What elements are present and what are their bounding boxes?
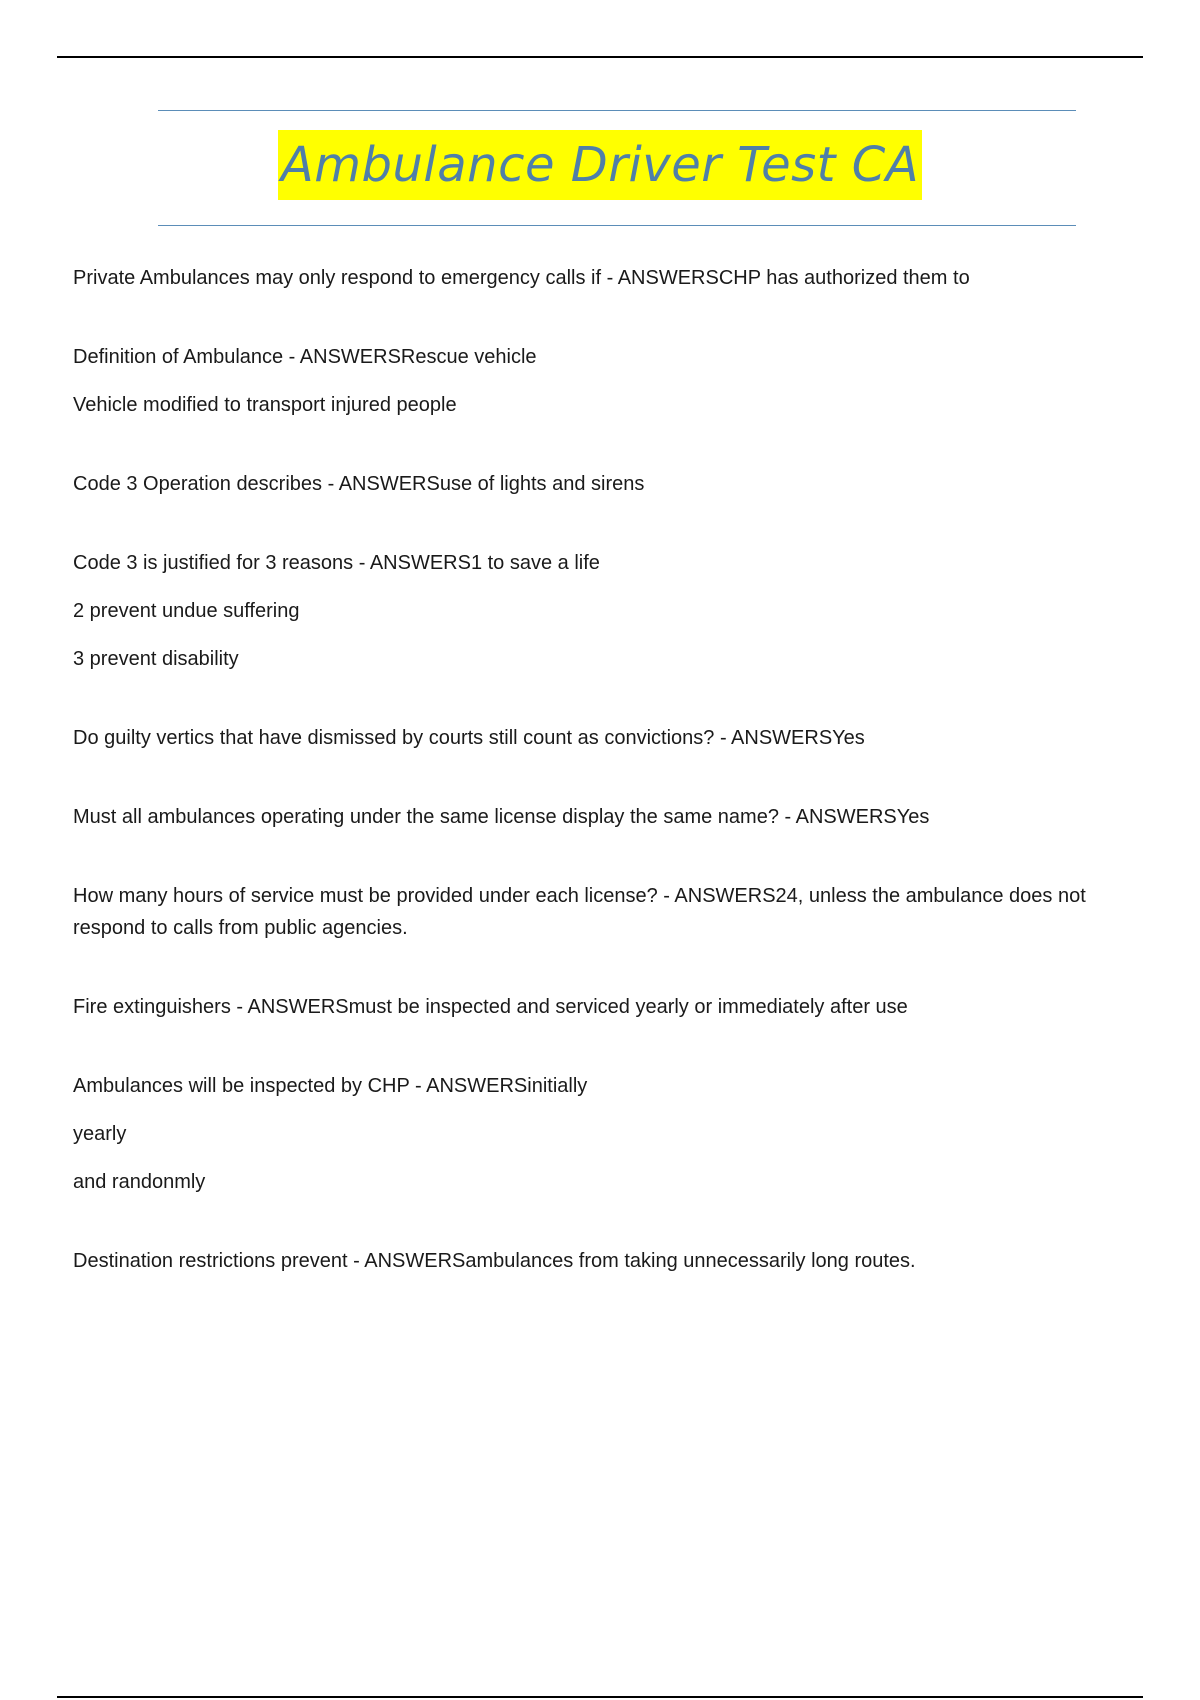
qa-line: Do guilty vertics that have dismissed by courts still count as convictions? - ANSWERSYes xyxy=(73,727,865,749)
page-top-rule xyxy=(57,56,1143,58)
qa-line: Code 3 Operation describes - ANSWERSuse of lights and sirens xyxy=(73,473,645,495)
qa-item xyxy=(73,1245,1143,1277)
title-lower-rule xyxy=(158,225,1076,226)
qa-item xyxy=(73,722,1143,754)
qa-item xyxy=(73,801,1143,833)
qa-line: Private Ambulances may only respond to emergency calls if - ANSWERSCHP has authorized them to xyxy=(73,267,970,289)
qa-line: How many hours of service must be provided under each license? - ANSWERS24, unless the ambulance does not respond to calls from public agencies. xyxy=(73,885,1086,939)
title-upper-rule xyxy=(158,110,1076,111)
document-title: Ambulance Driver Test CA xyxy=(278,130,922,200)
qa-item xyxy=(73,880,1143,944)
qa-line: Code 3 is justified for 3 reasons - ANSWERS1 to save a life xyxy=(73,552,600,574)
qa-line: 2 prevent undue suffering xyxy=(73,600,300,622)
qa-line: yearly xyxy=(73,1123,127,1145)
qa-item xyxy=(73,1070,1143,1198)
qa-line: Vehicle modified to transport injured people xyxy=(73,394,457,416)
qa-item xyxy=(73,341,1143,421)
qa-item xyxy=(73,468,1143,500)
page-bottom-rule xyxy=(57,1696,1143,1698)
qa-line: and randonmly xyxy=(73,1171,206,1193)
qa-item xyxy=(73,547,1143,675)
qa-item xyxy=(73,991,1143,1023)
qa-line: Ambulances will be inspected by CHP - ANSWERSinitially xyxy=(73,1075,588,1097)
qa-line: Destination restrictions prevent - ANSWERSambulances from taking unnecessarily long routes. xyxy=(73,1250,916,1272)
qa-line: 3 prevent disability xyxy=(73,648,239,670)
qa-line: Definition of Ambulance - ANSWERSRescue vehicle xyxy=(73,346,537,368)
title-block xyxy=(0,130,1200,200)
qa-item xyxy=(73,262,1143,294)
qa-line: Fire extinguishers - ANSWERSmust be inspected and serviced yearly or immediately after use xyxy=(73,996,908,1018)
qa-line: Must all ambulances operating under the same license display the same name? - ANSWERSYes xyxy=(73,806,930,828)
qa-list xyxy=(73,262,1143,1324)
